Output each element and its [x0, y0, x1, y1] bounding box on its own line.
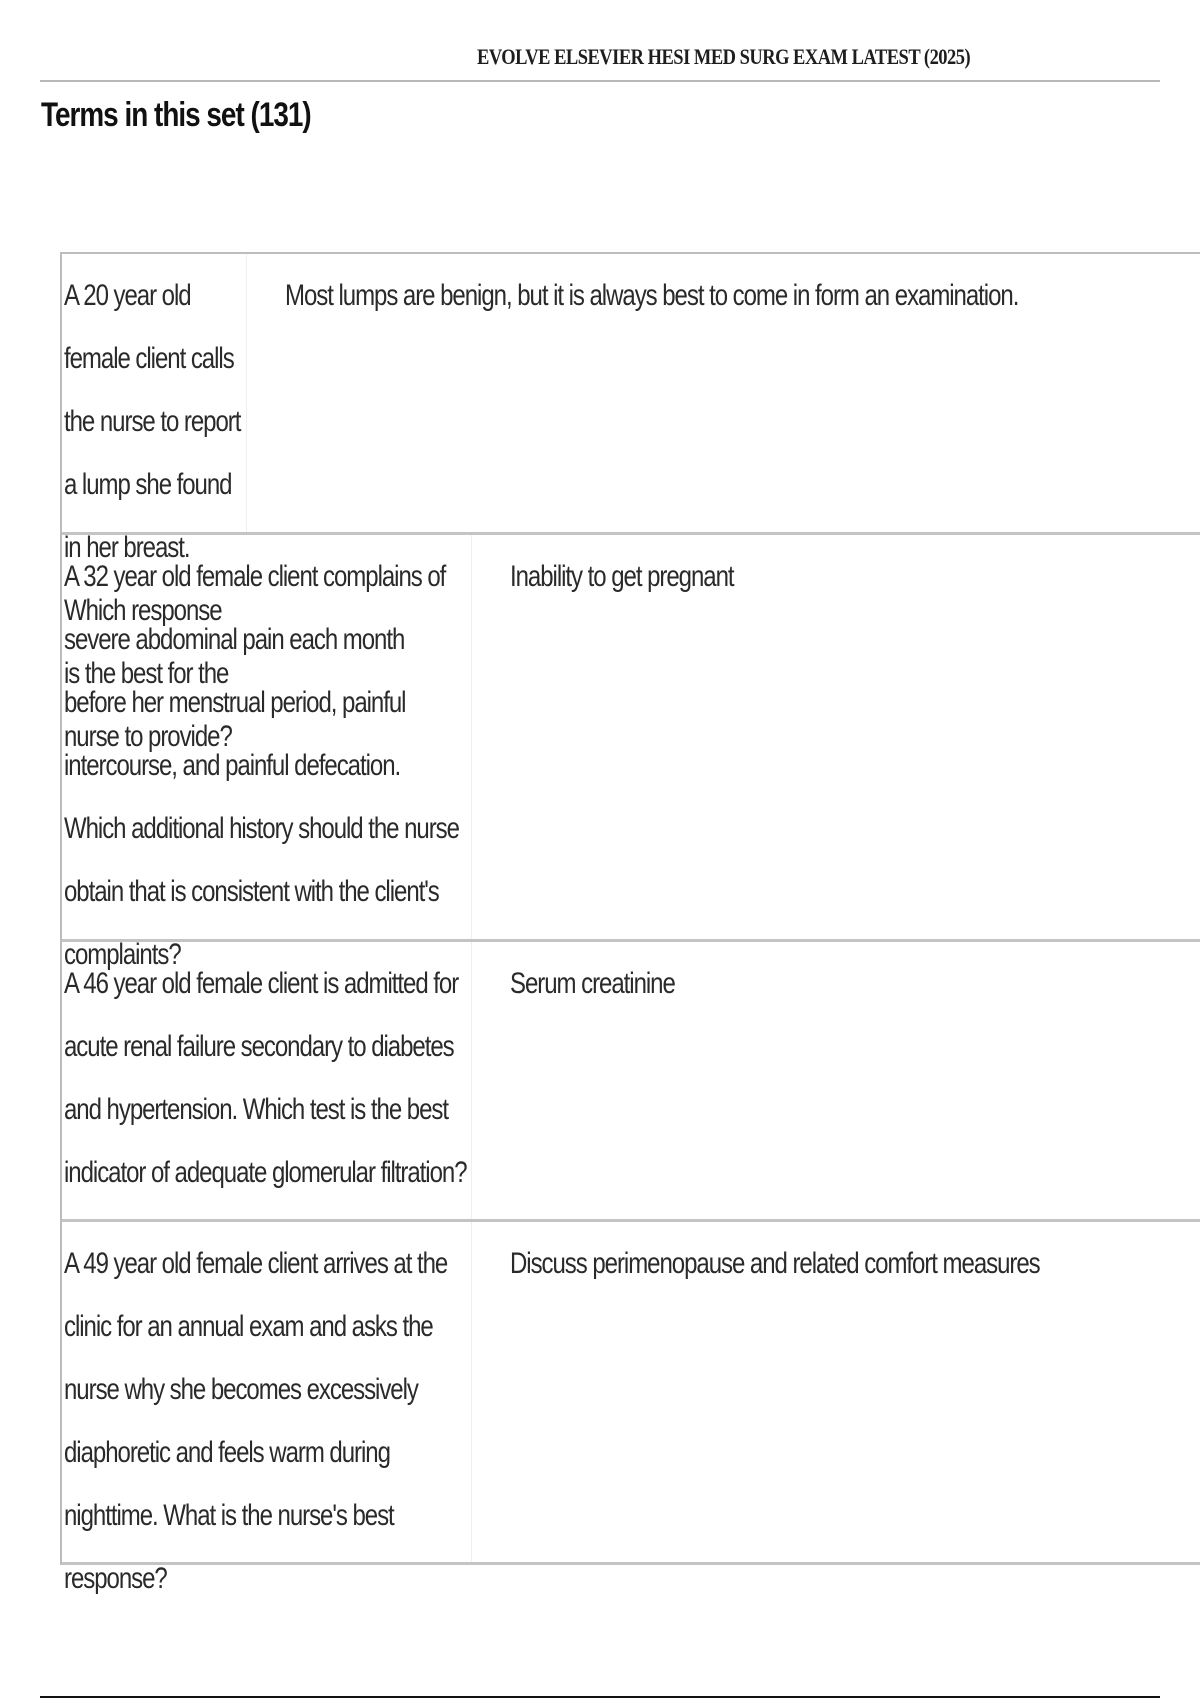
definition-text	[472, 535, 1200, 939]
term-text-label: A 49 year old female client arrives at the clinic for an annual exam and asks the nurse why she becomes excessively diaphoretic and feels warm during nighttime. What is the nurse's best response?	[64, 1247, 448, 1595]
term-row	[62, 1222, 1200, 1595]
term-text	[62, 254, 247, 753]
footer-divider	[40, 1696, 1160, 1698]
term-row	[62, 535, 1200, 971]
term-text-label: A 46 year old female client is admitted for acute renal failure secondary to diabetes and hypertension. Which test is the best indicator of adequate glomerular filtration?	[64, 967, 467, 1189]
header-divider	[40, 80, 1160, 82]
document-header	[0, 40, 1200, 84]
definition-text-label: Discuss perimenopause and related comfort measures	[510, 1247, 1040, 1280]
definition-text	[472, 942, 1200, 1219]
terms-table	[60, 252, 1200, 1595]
document-title: EVOLVE ELSEVIER HESI MED SURG EXAM LATEST (2025)	[477, 44, 971, 69]
set-heading: Terms in this set (131)	[41, 96, 311, 134]
definition-text-label: Most lumps are benign, but it is always best to come in form an examination.	[285, 279, 1019, 312]
term-text	[62, 535, 472, 971]
definition-text-label: Inability to get pregnant	[510, 560, 734, 593]
definition-text	[247, 254, 1200, 532]
term-row	[62, 942, 1200, 1222]
term-text	[62, 942, 472, 1219]
definition-text	[472, 1222, 1200, 1562]
term-text-label: A 20 year old female client calls the nurse to report a lump she found in her breast. Which response is the best for the nurse to provide?	[64, 279, 241, 753]
term-text	[62, 1222, 472, 1595]
definition-text-label: Serum creatinine	[510, 967, 675, 1000]
term-text-label: A 32 year old female client complains of severe abdominal pain each month before her menstrual period, painful intercourse, and painful defecation. Which additional history should the nurse obtain that is consistent with the client's complaints?	[64, 560, 459, 971]
